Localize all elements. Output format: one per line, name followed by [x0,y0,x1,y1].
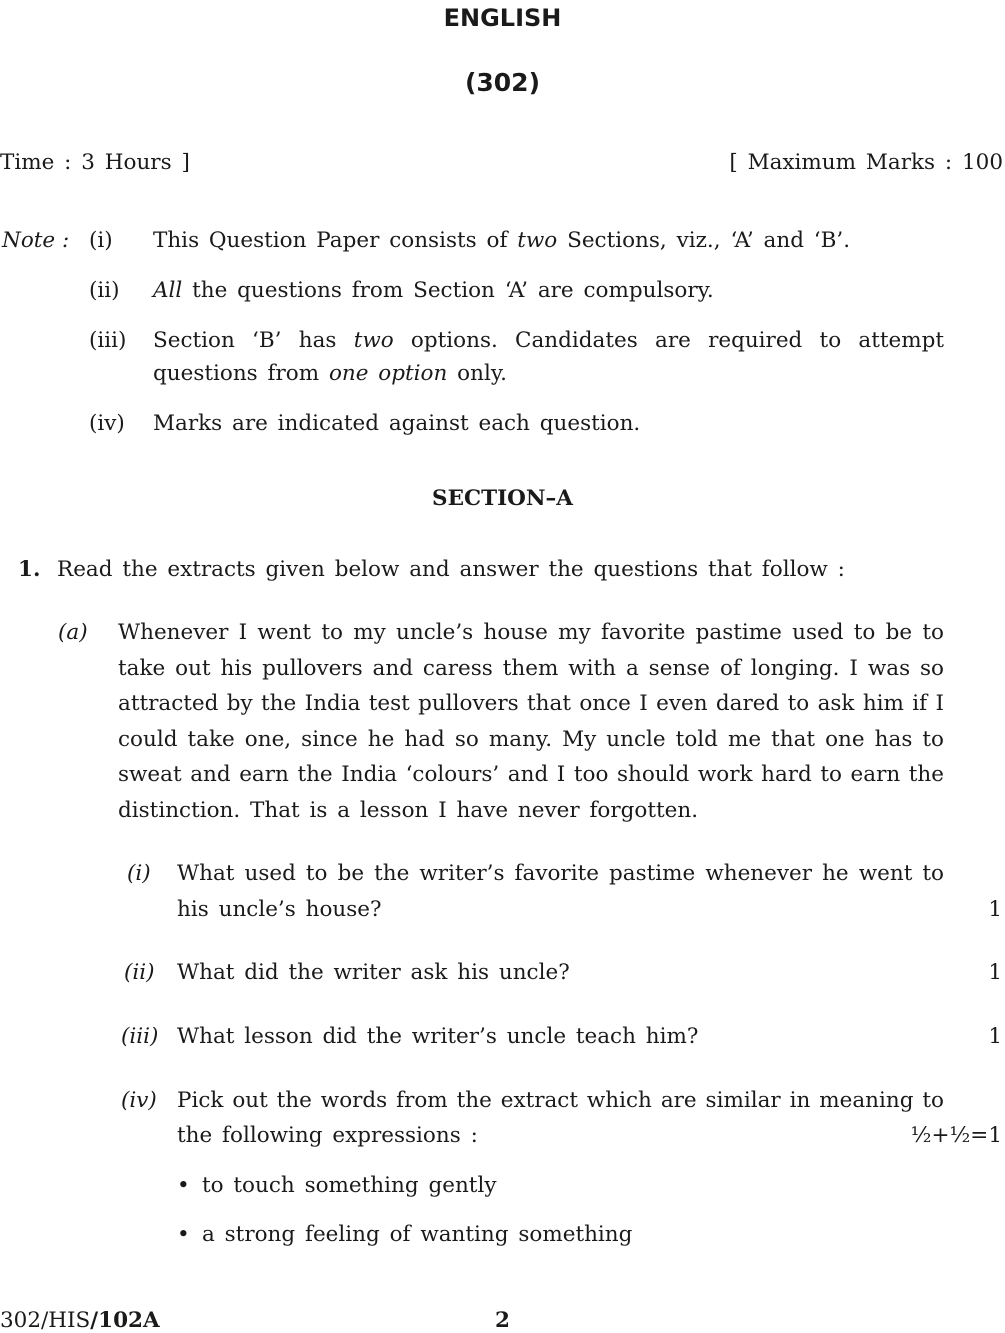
time-allowed: Time : 3 Hours ] [0,150,190,175]
extract-line-1: Whenever I went to my uncle’s house my favorite pastime used to be to [118,620,944,645]
maximum-marks: [ Maximum Marks : 100 [729,150,1003,175]
question-text: Read the extracts given below and answer the questions that follow : [57,557,845,582]
note-num-2: (ii) [89,278,120,303]
bullet-item: • a strong feeling of wanting something [177,1222,633,1247]
bullet-icon: • [177,1222,190,1247]
paper-title: ENGLISH [443,4,562,32]
extract-line-5: sweat and earn the India ‘colours’ and I too should work hard to earn the [118,762,944,787]
sub-question-text-cont: his uncle’s house? [177,897,382,922]
page-number: 2 [495,1308,510,1333]
note-item-1: This Question Paper consists of two Sections, viz., ‘A’ and ‘B’. [153,228,851,253]
bullet-icon: • [177,1173,190,1198]
extract-line-6: distinction. That is a lesson I have never forgotten. [118,798,699,823]
note-num-4: (iv) [89,411,125,436]
sub-question-text-cont: the following expressions : [177,1123,478,1148]
sub-question-num: (i) [127,861,151,886]
sub-question-num: (iii) [121,1024,159,1049]
sub-question-marks: 1 [988,897,1002,922]
note-item-3-line-2: questions from one option only. [153,361,507,386]
bullet-item: • to touch something gently [177,1173,497,1198]
note-num-1: (i) [89,228,113,253]
sub-question-text: Pick out the words from the extract which are similar in meaning to [177,1088,944,1113]
note-label: Note : [2,228,70,253]
sub-question-marks: ½+½=1 [910,1123,1002,1148]
sub-question-text: What lesson did the writer’s uncle teach him? [177,1024,699,1049]
sub-question-marks: 1 [988,1024,1002,1049]
question-number: 1. [18,557,41,582]
footer-code: 302/HIS/102A [0,1308,160,1333]
note-num-3: (iii) [89,328,127,353]
section-title: SECTION–A [432,486,573,511]
sub-question-text: What used to be the writer’s favorite pastime whenever he went to [177,861,944,886]
sub-question-text: What did the writer ask his uncle? [177,960,570,985]
extract-line-2: take out his pullovers and caress them with a sense of longing. I was so [118,656,944,681]
paper-code: (302) [464,68,541,97]
note-item-3-line-1: Section ‘B’ has two options. Candidates are required to attempt [153,328,944,353]
sub-question-num: (iv) [121,1088,157,1113]
part-a-label: (a) [58,620,88,645]
extract-line-3: attracted by the India test pullovers that once I even dared to ask him if I [118,691,944,716]
note-item-2: All the questions from Section ‘A’ are compulsory. [153,278,714,303]
sub-question-num: (ii) [124,960,155,985]
extract-line-4: could take one, since he had so many. My uncle told me that one has to [118,727,944,752]
note-item-4: Marks are indicated against each question. [153,411,641,436]
sub-question-marks: 1 [988,960,1002,985]
